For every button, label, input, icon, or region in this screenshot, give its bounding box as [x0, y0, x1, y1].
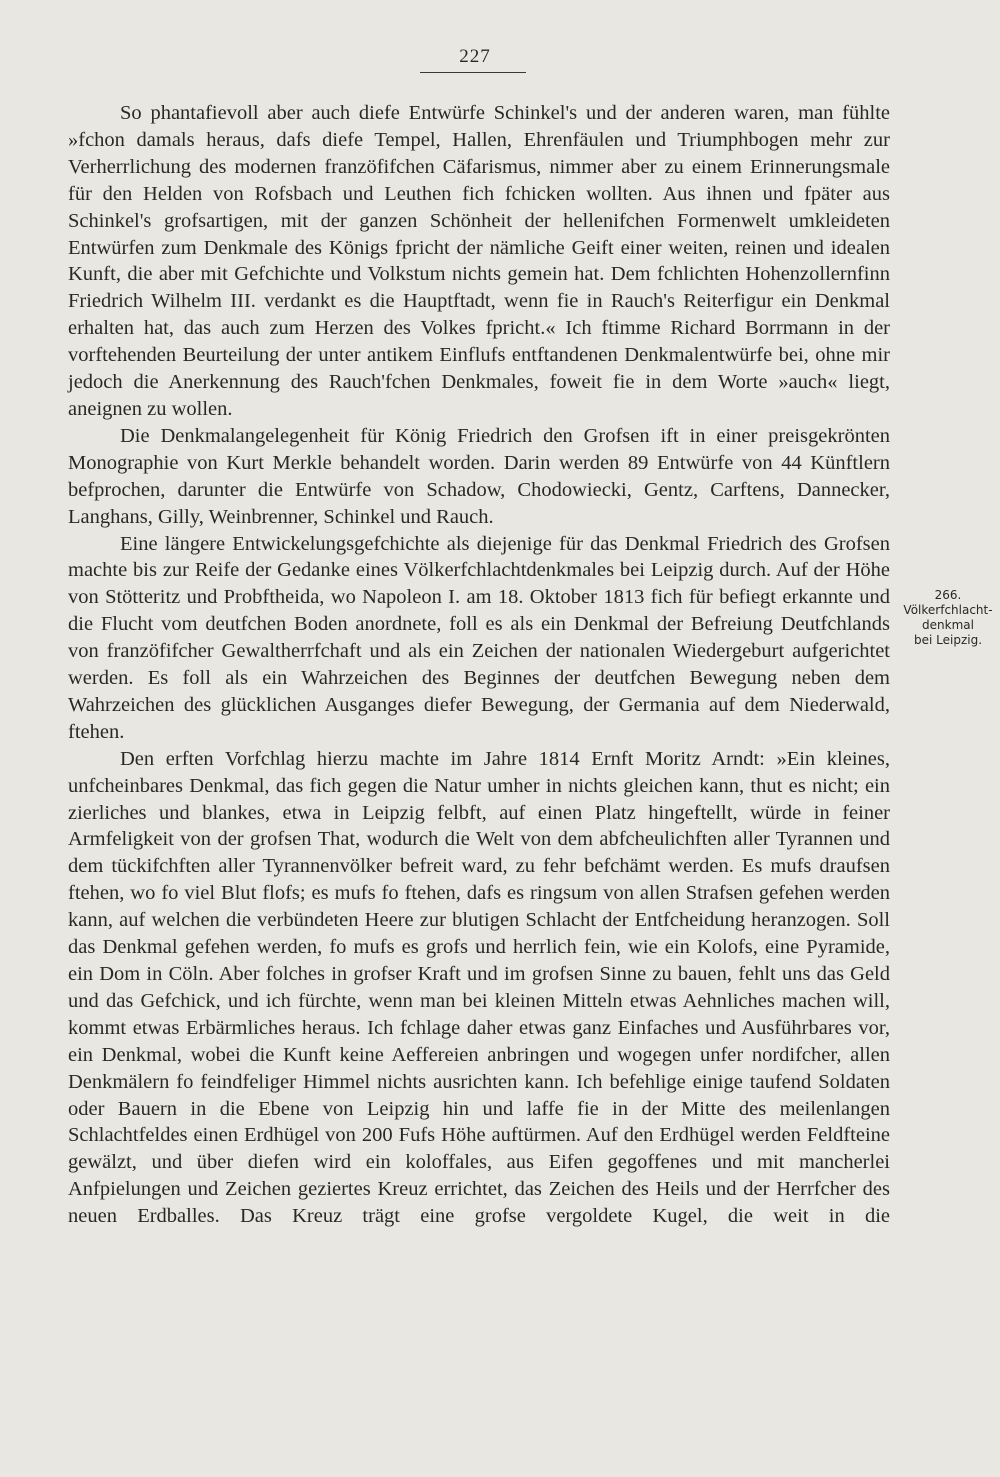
margin-note-number: 266.: [934, 588, 962, 602]
margin-note: [900, 588, 996, 648]
margin-note-line-3: bei Leipzig.: [913, 633, 983, 647]
paragraph-1: So phantafievoll aber auch diefe Entwürfe Schinkel's und der anderen waren, man fühlte »fchon damals heraus, dafs diefe Tempel, Hallen, Ehrenfäulen und Triumphbogen mehr zur Verherrlichung des modernen franzöfifchen Cäfarismus, nimmer aber zu einem Erinnerungsmale für den Helden von Rofsbach und Leuthen fich fchicken wollten. Aus ihnen und fpäter aus Schinkel's grofsartigen, mit der ganzen Schönheit der hellenifchen Formenwelt umkleideten Entwürfen zum Denkmale des Königs fpricht der nämliche Geift einer weiten, reinen und idealen Kunft, die aber mit Gefchichte und Volkstum nichts gemein hat. Dem fchlichten Hohenzollernfinn Friedrich Wilhelm III. verdankt es die Hauptftadt, wenn fie in Rauch's Reiterfigur ein Denkmal erhalten hat, das auch zum Herzen des Volkes fpricht.« Ich ftimme Richard Borrmann in der vorftehenden Beurteilung der unter antikem Einflufs entftandenen Denkmalentwürfe bei, ohne mir jedoch die Anerkennung des Rauch'fchen Denkmales, foweit fie in dem Worte »auch« liegt, aneignen zu wollen.: [68, 102, 890, 420]
body-text: [68, 100, 890, 1230]
paragraph-4: Den erften Vorfchlag hierzu machte im Jahre 1814 Ernft Moritz Arndt: »Ein kleines, unfcheinbares Denkmal, das fich gegen die Natur umher in nichts gleichen kann, thut es nicht; ein zierliches und blankes, etwa in Leipzig felbft, auf einen Platz hingeftellt, würde in feiner Armfeligkeit von der grofsen That, wodurch die Welt von dem abfcheulichften aller Tyrannen und dem tückifchften aller Tyrannenvölker befreit ward, zu fehr befchämt werden. Es mufs draufsen ftehen, wo fo viel Blut flofs; es mufs fo ftehen, dafs es ringsum von allen Strafsen gefehen werden kann, auf welchen die verbündeten Heere zur blutigen Schlacht der Entfcheidung heranzogen. Soll das Denkmal gefehen werden, fo mufs es grofs und herrlich fein, wie ein Kolofs, eine Pyramide, ein Dom in Cöln. Aber folches in grofser Kraft und im grofsen Sinne zu bauen, fehlt uns das Geld und das Gefchick, und ich fürchte, wenn man bei kleinen Mitteln etwas Aehnliches machen will, kommt etwas Erbärmliches heraus. Ich fchlage daher etwas ganz Einfaches und Ausführbares vor, ein Denkmal, wobei die Kunft keine Aeffereien anbringen und wogegen unfer nordifcher, allen Denkmälern fo feindfeliger Himmel nichts ausrichten kann. Ich befehlige einige taufend Soldaten oder Bauern in die Ebene von Leipzig hin und laffe fie in der Mitte des meilenlangen Schlachtfeldes einen Erdhügel von 200 Fufs Höhe auftürmen. Auf den Erdhügel werden Feldfteine gewälzt, und über diefen wird ein koloffales, aus Eifen gegoffenes und mit mancherlei Anfpielungen und Zeichen geziertes Kreuz errichtet, das Zeichen des Heils und der Herrfcher des neuen Erdballes. Das Kreuz trägt eine grofse vergoldete Kugel, die weit in die: [68, 747, 890, 1228]
paragraph-3: Eine längere Entwickelungsgefchichte als diejenige für das Denkmal Friedrich des Grofsen machte bis zur Reife der Gedanke eines Völkerfchlachtdenkmales bei Leipzig durch. Auf der Höhe von Stötteritz und Probftheida, wo Napoleon I. am 18. Oktober 1813 fich für befiegt erkannte und die Flucht vom deutfchen Boden anordnete, foll es als ein Denkmal der Befreiung Deutfchlands von franzöfifcher Gewaltherrfchaft und als ein Zeichen der nationalen Wiedergeburt aufgerichtet werden. Es foll als ein Wahrzeichen des Beginnes der deutfchen Bewegung neben dem Wahrzeichen des glücklichen Ausganges diefer Bewegung, der Germania auf dem Niederwald, ftehen.: [68, 532, 890, 743]
margin-note-line-1: Völkerfchlacht-: [903, 603, 993, 617]
paragraph-2: Die Denkmalangelegenheit für König Friedrich den Grofsen ift in einer preisgekrönten Monographie von Kurt Merkle behandelt worden. Darin werden 89 Entwürfe von 44 Künftlern befprochen, darunter die Entwürfe von Schadow, Chodowiecki, Gentz, Carftens, Dannecker, Langhans, Gilly, Weinbrenner, Schinkel und Rauch.: [68, 424, 890, 528]
page-number: 227: [459, 46, 491, 67]
margin-note-line-2: denkmal: [922, 618, 974, 632]
page-number-rule: [420, 72, 526, 73]
